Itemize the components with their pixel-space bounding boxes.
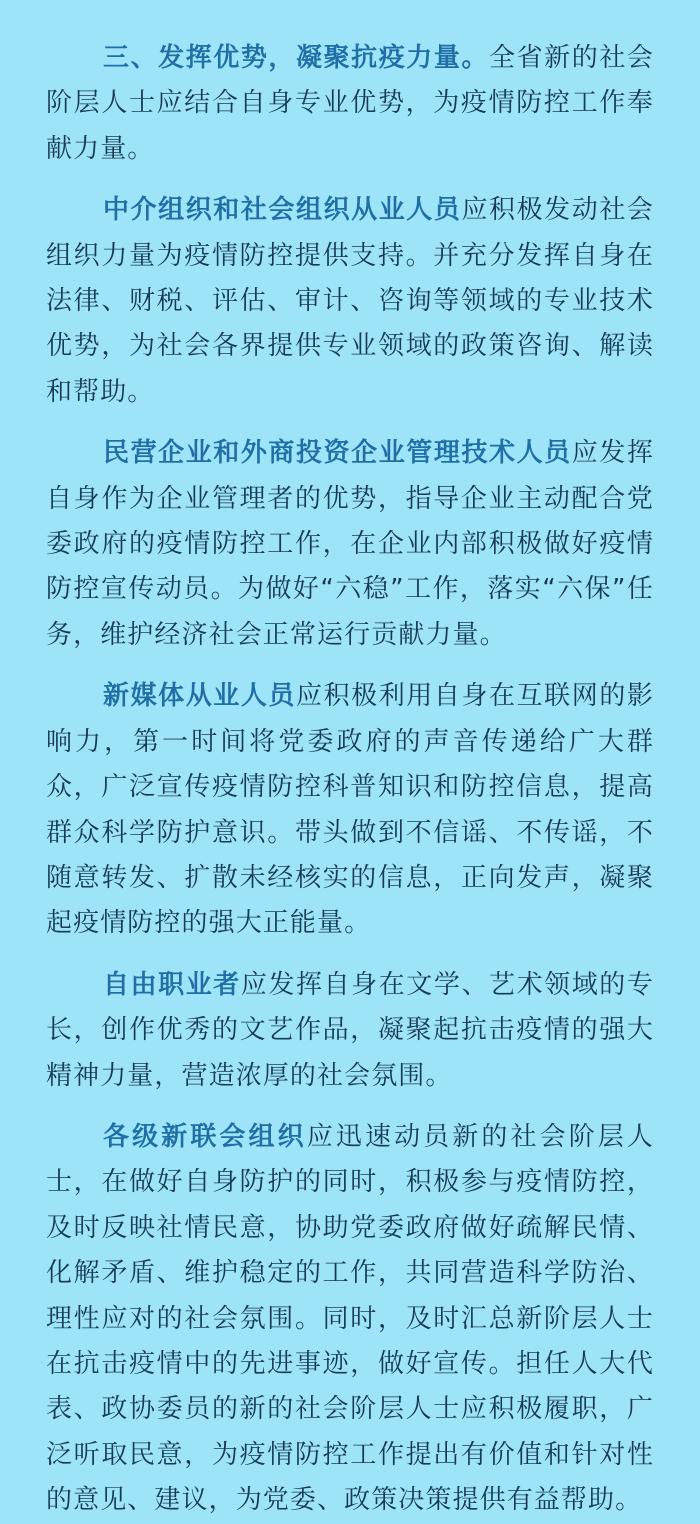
- group-heading: 各级新联会组织: [103, 1121, 307, 1152]
- section-intro-text: 全省新的社会阶层人士应结合自身专业优势，为疫情防控工作奉献力量。: [46, 43, 654, 164]
- paragraph-intermediary-organizations: [46, 188, 654, 415]
- paragraph-text: 应发挥自身作为企业管理者的优势，指导企业主动配合党委政府的疫情防控工作，在企业内部积极做好疫情防控宣传动员。为做好“六稳”工作，落实“六保”任务，维护经济社会正常运行贡献力量。: [46, 438, 654, 650]
- paragraph-text: 应迅速动员新的社会阶层人士，在做好自身防护的同时，积极参与疫情防控，及时反映社情民意，协助党委政府做好疏解民情、化解矛盾、维护稳定的工作，共同营造科学防治、理性应对的社会氛围。同时，及时汇总新阶层人士在抗击疫情中的先进事迹，做好宣传。担任人大代表、政协委员的新的社会阶层人士应积极履职，广泛听取民意，为疫情防控工作提出有价值和针对性的意见、建议，为党委、政策决策提供有益帮助。: [46, 1121, 655, 1516]
- group-heading: 中介组织和社会组织从业人员: [103, 195, 462, 226]
- group-heading: 民营企业和外商投资企业管理技术人员: [103, 438, 572, 469]
- paragraph-enterprise-managers: [46, 431, 654, 658]
- paragraph-new-media: [46, 674, 654, 946]
- paragraph-new-association: [46, 1115, 654, 1524]
- paragraph-section-heading: [46, 36, 654, 172]
- section-heading: 三、发挥优势，凝聚抗疫力量。: [103, 43, 490, 73]
- group-heading: 新媒体从业人员: [103, 681, 297, 712]
- paragraph-freelancers: [46, 963, 654, 1099]
- paragraph-text: 应积极利用自身在互联网的影响力，第一时间将党委政府的声音传递给广大群众，广泛宣传疫情防控科普知识和防控信息，提高群众科学防护意识。带头做到不信谣、不传谣，不随意转发、扩散未经核实的信息，正向发声，凝聚起疫情防控的强大正能量。: [46, 681, 654, 939]
- group-heading: 自由职业者: [103, 969, 241, 1000]
- paragraph-text: 应积极发动社会组织力量为疫情防控提供支持。并充分发挥自身在法律、财税、评估、审计、咨询等领域的专业技术优势，为社会各界提供专业领域的政策咨询、解读和帮助。: [46, 195, 654, 407]
- paragraph-text: 应发挥自身在文学、艺术领域的专长，创作优秀的文艺作品，凝聚起抗击疫情的强大精神力量，营造浓厚的社会氛围。: [46, 969, 654, 1091]
